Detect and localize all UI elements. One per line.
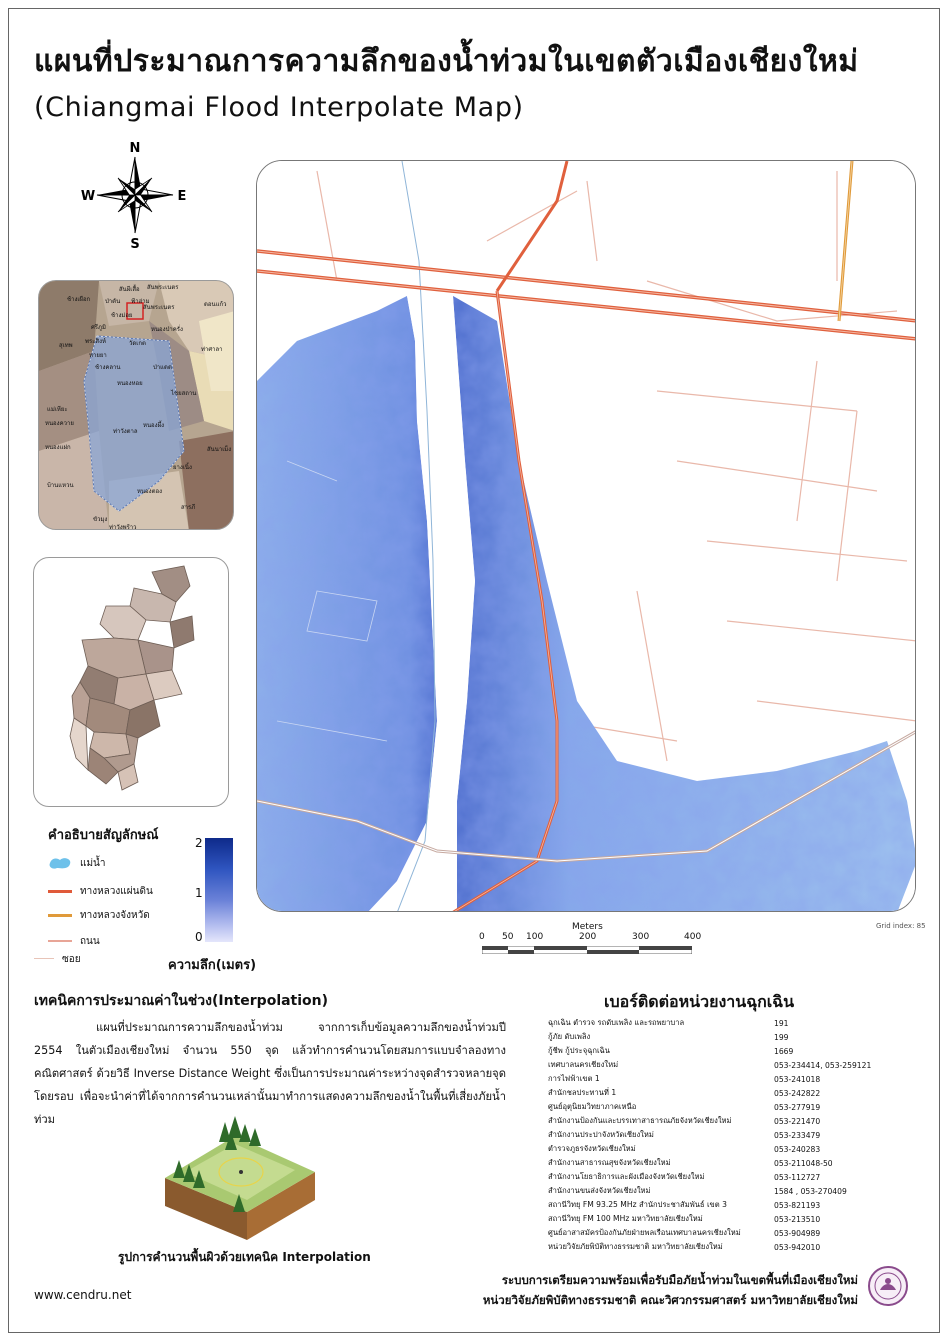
overview-label: สันพระเนตร — [143, 304, 175, 311]
footer-line: หน่วยวิจัยภัยพิบัติทางธรรมชาติ คณะวิศวกรรมศาสตร์ มหาวิทยาลัยเชียงใหม่ — [482, 1293, 858, 1307]
overview-label: หนองควาย — [45, 420, 74, 427]
overview-label: หนองตอง — [137, 488, 163, 495]
overview-label: ดอนแก้ว — [204, 301, 227, 308]
overview-label: บ้านแหวน — [47, 482, 74, 489]
contact-name: สำนักงานสาธารณสุขจังหวัดเชียงใหม่ — [548, 1158, 671, 1167]
contact-row — [548, 1212, 898, 1226]
compass-w: W — [80, 189, 96, 204]
scale-tick: 400 — [684, 932, 702, 942]
contact-row — [548, 1030, 898, 1044]
contact-row — [548, 1198, 898, 1212]
contact-row — [548, 1072, 898, 1086]
contact-row — [548, 1240, 898, 1254]
contact-name: ศูนย์อุตุนิยมวิทยาภาคเหนือ — [548, 1102, 637, 1111]
overview-label: แม่เหียะ — [47, 406, 68, 413]
soi-symbol-icon — [34, 958, 54, 959]
contact-phone: 1669 — [774, 1046, 794, 1056]
contact-phone: 053-242822 — [774, 1088, 821, 1098]
compass-rose-icon — [80, 140, 190, 250]
overview-label: ช้างเผือก — [67, 296, 91, 303]
flood-depth-map — [256, 160, 916, 912]
overview-label: สันผีเสื้อ — [119, 286, 140, 293]
overview-label: ขัวมุง — [93, 516, 108, 523]
contact-row — [548, 1086, 898, 1100]
contact-phone: 053-213510 — [774, 1214, 821, 1224]
overview-label: ท่าวังพร้าว — [109, 524, 137, 530]
contact-row — [548, 1016, 898, 1030]
grid-index: Grid index: 85 — [876, 922, 926, 930]
legend-label: ถนน — [80, 936, 100, 947]
compass-e: E — [177, 189, 187, 204]
contact-phone: 053-211048-50 — [774, 1158, 833, 1168]
scale-tick: 100 — [526, 932, 544, 942]
depth-tick: 2 — [195, 836, 203, 850]
legend — [48, 850, 188, 970]
footer-line: ระบบการเตรียมความพร้อมเพื่อรับมือภัยน้ำท่วมในเขตพื้นที่เมืองเชียงใหม่ — [501, 1273, 858, 1287]
interpolation-caption: รูปการคำนวนพื้นผิวด้วยเทคนิค Interpolation — [118, 1250, 371, 1264]
contact-phone: 199 — [774, 1032, 789, 1042]
footer-credits — [483, 1270, 858, 1310]
scale-bar — [482, 946, 692, 954]
contact-row — [548, 1184, 898, 1198]
overview-label: ไชยสถาน — [171, 390, 197, 397]
contact-name: ศูนย์อาสาสมัครป้องกันภัยฝ่ายพลเรือนเทศบาลนครเชียงใหม่ — [548, 1228, 741, 1237]
interpolation-terrain-illustration — [165, 1112, 315, 1240]
compass-n: N — [129, 141, 141, 156]
contact-row — [548, 1170, 898, 1184]
scale-tick: 200 — [579, 932, 597, 942]
title-thai: แผนที่ประมาณการความลึกของน้ำท่วมในเขตตัวเมืองเชียงใหม่ — [34, 44, 859, 79]
contact-name: สำนักชลประทานที่ 1 — [548, 1088, 617, 1097]
contact-phone: 053-277919 — [774, 1102, 821, 1112]
overview-label: พระสิงห์ — [85, 338, 106, 345]
depth-tick: 1 — [195, 886, 203, 900]
overview-label: หนองป่าครั่ง — [151, 326, 183, 333]
contact-name: สำนักงานป้องกันและบรรเทาสาธารณภัยจังหวัดเชียงใหม่ — [548, 1116, 732, 1125]
overview-label: ยางเนิ้ง — [173, 464, 192, 471]
contact-phone: 053-904989 — [774, 1228, 821, 1238]
road-symbol-icon — [48, 940, 72, 942]
overview-label: ป่าแดด — [153, 364, 172, 371]
overview-label: ป่าตัน — [105, 298, 121, 305]
depth-tick: 0 — [195, 930, 203, 944]
contact-row — [548, 1226, 898, 1240]
contact-phone: 053-233479 — [774, 1130, 821, 1140]
title-english: (Chiangmai Flood Interpolate Map) — [34, 92, 524, 123]
overview-map — [38, 280, 234, 530]
contact-name: ตำรวจภูธรจังหวัดเชียงใหม่ — [548, 1144, 636, 1153]
overview-label: ฟ้าฮ่าม — [131, 298, 150, 305]
contact-name: สถานีวิทยุ FM 100 MHz มหาวิทยาลัยเชียงใหม่ — [548, 1214, 703, 1223]
overview-label: ช้างม่อย — [111, 312, 133, 319]
province-map — [33, 557, 229, 807]
contact-phone: 053-241018 — [774, 1074, 821, 1084]
overview-label: ท่าศาลา — [201, 346, 223, 353]
overview-label: ศรีภูมิ — [91, 324, 106, 331]
contact-phone: 053-221470 — [774, 1116, 821, 1126]
legend-title: คำอธิบายสัญลักษณ์ — [48, 828, 159, 843]
website-link[interactable]: www.cendru.net — [34, 1288, 132, 1302]
contact-phone: 053-112727 — [774, 1172, 821, 1182]
contacts-table — [548, 1016, 898, 1254]
contact-row — [548, 1128, 898, 1142]
contact-name: สำนักงานโยธาธิการและผังเมืองจังหวัดเชียงใหม่ — [548, 1172, 705, 1181]
scale-tick: 50 — [502, 932, 514, 942]
legend-label: ทางหลวงจังหวัด — [80, 910, 150, 921]
contact-name: สำนักงานประปาจังหวัดเชียงใหม่ — [548, 1130, 654, 1139]
interpolation-heading: เทคนิคการประมาณค่าในช่วง(Interpolation) — [34, 993, 329, 1009]
contact-row — [548, 1058, 898, 1072]
overview-label: ช้างคลาน — [95, 364, 121, 371]
contact-row — [548, 1156, 898, 1170]
contact-phone: 191 — [774, 1018, 789, 1028]
overview-label: วัดเกต — [129, 340, 146, 347]
scale-tick: 0 — [479, 932, 485, 942]
provincial-highway-symbol-icon — [48, 914, 72, 917]
contact-phone: 1584 , 053-270409 — [774, 1186, 847, 1196]
contact-phone: 053-234414, 053-259121 — [774, 1060, 872, 1070]
contact-name: สำนักงานขนส่งจังหวัดเชียงใหม่ — [548, 1186, 651, 1195]
overview-label: หนองผึ้ง — [143, 422, 165, 429]
legend-label: ซอย — [62, 954, 81, 965]
contact-name: เทศบาลนครเชียงใหม่ — [548, 1060, 619, 1069]
overview-label: หายยา — [89, 352, 107, 359]
legend-label: แม่น้ำ — [80, 858, 106, 869]
contact-name: สถานีวิทยุ FM 93.25 MHz สำนักประชาสัมพันธ์ เขต 3 — [548, 1200, 727, 1209]
contact-row — [548, 1114, 898, 1128]
contact-phone: 053-821193 — [774, 1200, 821, 1210]
contact-name: ฉุกเฉิน ตำรวจ รถดับเพลิง และรถพยาบาล — [548, 1018, 685, 1027]
overview-label: หนองหอย — [117, 380, 143, 387]
contact-name: กู้ภัย ดับเพลิง — [548, 1032, 591, 1041]
scale-unit: Meters — [572, 922, 603, 932]
depth-legend-title: ความลึก(เมตร) — [168, 958, 257, 973]
overview-label: ท่าวังตาล — [113, 428, 138, 435]
contact-row — [548, 1044, 898, 1058]
contact-row — [548, 1142, 898, 1156]
contact-name: หน่วยวิจัยภัยพิบัติทางธรรมชาติ มหาวิทยาลัยเชียงใหม่ — [548, 1242, 723, 1251]
contact-phone: 053-240283 — [774, 1144, 821, 1154]
compass-s: S — [130, 237, 140, 250]
legend-label: ทางหลวงแผ่นดิน — [80, 886, 153, 897]
national-highway-symbol-icon — [48, 890, 72, 893]
overview-label: สันนาเม็ง — [207, 446, 232, 453]
overview-label: สุเทพ — [59, 342, 73, 349]
contact-name: การไฟฟ้าเขต 1 — [548, 1074, 600, 1083]
contacts-heading: เบอร์ติดต่อหน่วยงานฉุกเฉิน — [604, 992, 795, 1011]
contact-name: กู้ชีพ กู้ประจุฉุกเฉิน — [548, 1046, 610, 1055]
university-logo-icon — [868, 1266, 908, 1306]
scale-tick: 300 — [632, 932, 650, 942]
overview-label: หนองแฝก — [45, 444, 71, 451]
overview-label: สันพระเนตร — [147, 284, 179, 291]
interpolation-body: แผนที่ประมาณการความลึกของน้ำท่วม จากการเก็บข้อมูลความลึกของน้ำท่วมปี 2554 ในตัวเมืองเชียงใหม่ จำนวน 550 จุด แล้วทำการคำนวนโดยสมการแบบจำลองทางคณิตศาสตร์ ด้วยวิธี Inverse Distance Weight ซึ่งเป็นการประมาณค่าระหว่างจุดสำรวจหลายจุดโดยรอบ เพื่อจะนำค่าที่ได้จากการคำนวนเหล่านั้นมาทำการแสดงความลึกของน้ำในพื้นที่เสี่ยงภัยน้ำท่วม — [34, 1021, 506, 1126]
depth-color-ramp — [205, 838, 233, 942]
contact-phone: 053-942010 — [774, 1242, 821, 1252]
contact-row — [548, 1100, 898, 1114]
overview-label: สารภี — [181, 504, 196, 511]
river-symbol-icon — [48, 856, 74, 870]
